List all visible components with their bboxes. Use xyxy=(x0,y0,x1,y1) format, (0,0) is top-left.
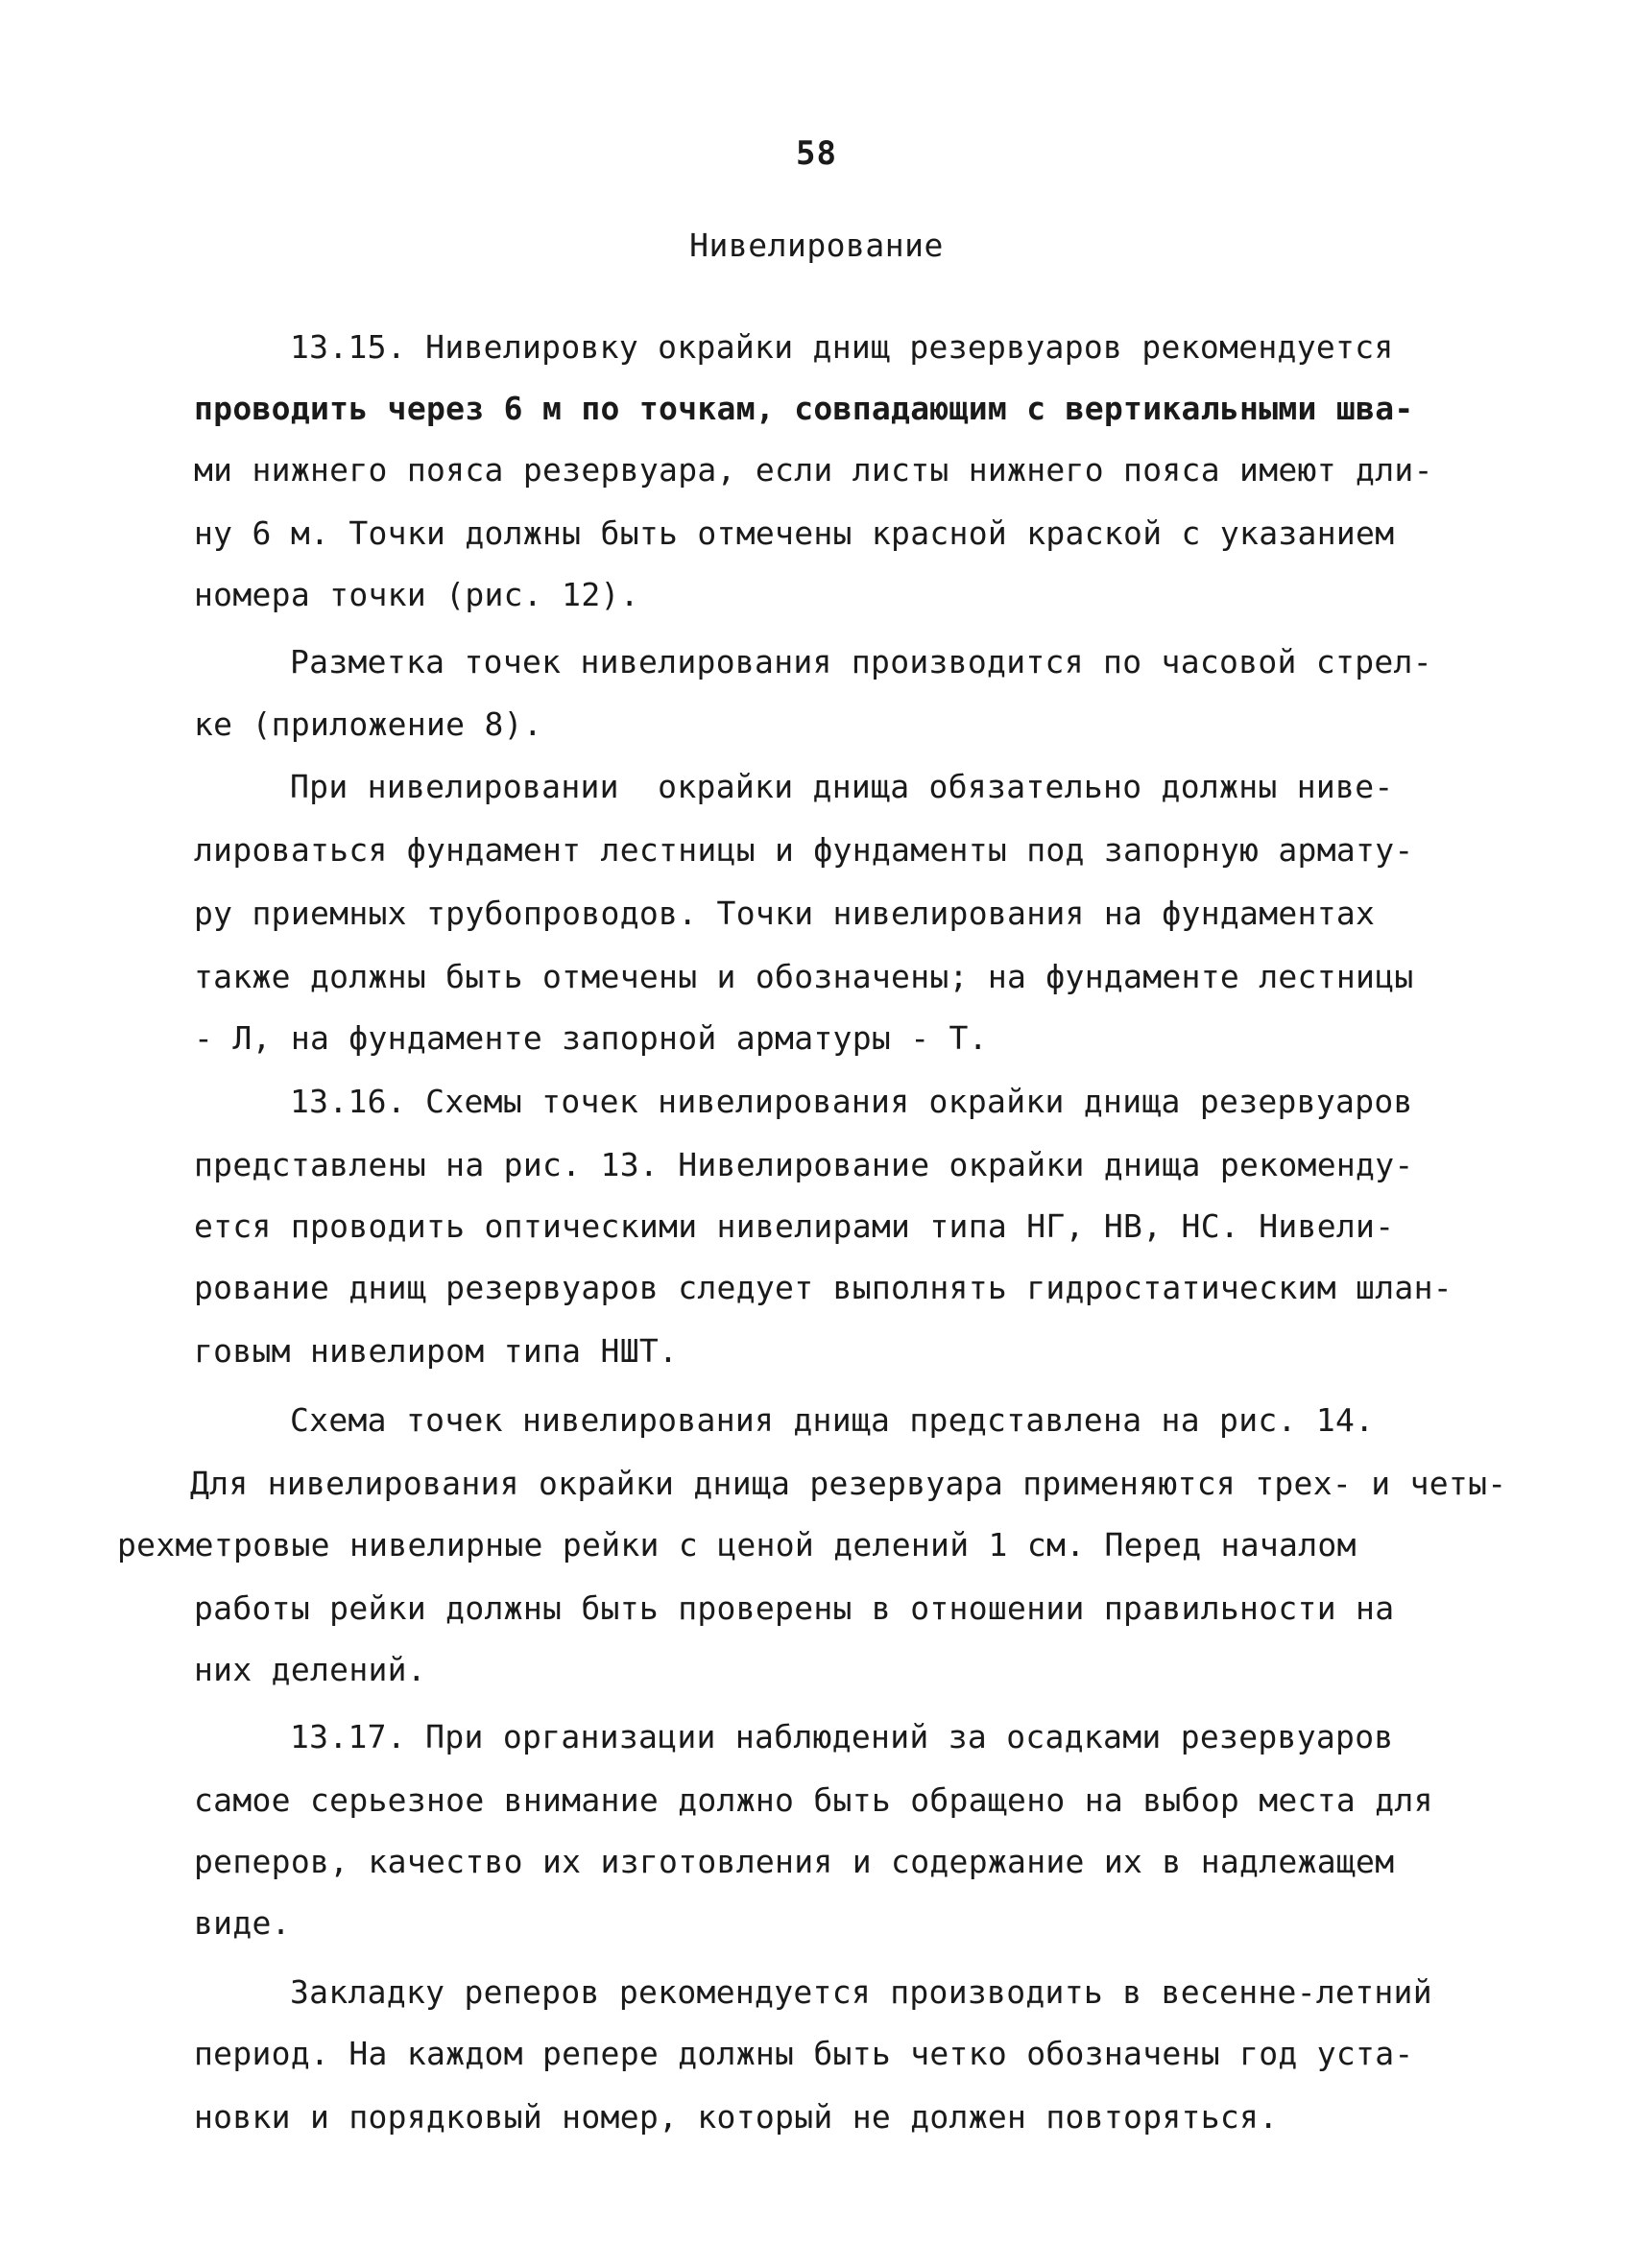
text-line: Для нивелирования окрайки днища резервуара применяются трех- и четы- xyxy=(190,1465,1507,1502)
text-line: ру приемных трубопроводов. Точки нивелирования на фундаментах xyxy=(194,895,1376,932)
text-line: ну 6 м. Точки должны быть отмечены красной краской с указанием xyxy=(194,514,1395,552)
text-line: лироваться фундамент лестницы и фундаменты под запорную армату- xyxy=(194,831,1414,869)
text-line: период. На каждом репере должны быть четко обозначены год уста- xyxy=(194,2035,1414,2072)
text-line: номера точки (рис. 12). xyxy=(194,576,639,613)
section-title: Нивелирование xyxy=(689,227,944,264)
text-line: 13.15. Нивелировку окрайки днищ резервуаров рекомендуется xyxy=(290,328,1394,366)
text-line: также должны быть отмечены и обозначены; на фундаменте лестницы xyxy=(194,958,1414,995)
text-line: рование днищ резервуаров следует выполнять гидростатическим шлан- xyxy=(194,1269,1453,1306)
text-line: Разметка точек нивелирования производится по часовой стрел- xyxy=(290,643,1432,680)
text-line: рехметровые нивелирные рейки с ценой делений 1 см. Перед началом xyxy=(117,1526,1357,1564)
text-line: - Л, на фундаменте запорной арматуры - Т. xyxy=(194,1019,988,1057)
text-line: виде. xyxy=(194,1904,291,1942)
text-line: проводить через 6 м по точкам, совпадающим с вертикальными шва- xyxy=(194,390,1414,427)
text-line: Схема точек нивелирования днища представлена на рис. 14. xyxy=(290,1401,1375,1439)
text-line: ке (приложение 8). xyxy=(194,705,543,743)
text-line: новки и порядковый номер, который не должен повторяться. xyxy=(194,2098,1279,2136)
text-line: ми нижнего пояса резервуара, если листы нижнего пояса имеют дли- xyxy=(194,451,1433,489)
page-number: 58 xyxy=(796,134,837,173)
text-line: работы рейки должны быть проверены в отношении правильности на xyxy=(194,1589,1395,1627)
text-line: ется проводить оптическими нивелирами типа НГ, НВ, НС. Нивели- xyxy=(194,1207,1395,1245)
text-line: 13.17. При организации наблюдений за осадками резервуаров xyxy=(290,1718,1394,1755)
text-line: самое серьезное внимание должно быть обращено на выбор места для xyxy=(194,1781,1433,1819)
text-line: них делений. xyxy=(194,1651,427,1688)
text-line: говым нивелиром типа НШТ. xyxy=(194,1332,679,1370)
text-line: 13.16. Схемы точек нивелирования окрайки днища резервуаров xyxy=(290,1083,1413,1120)
text-line: реперов, качество их изготовления и содержание их в надлежащем xyxy=(194,1843,1395,1880)
text-line: При нивелировании окрайки днища обязательно должны нивe- xyxy=(290,768,1394,805)
text-line: представлены на рис. 13. Нивелирование окрайки днища рекоменду- xyxy=(194,1146,1414,1183)
text-line: Закладку реперов рекомендуется производить в весенне-летний xyxy=(290,1973,1432,2011)
